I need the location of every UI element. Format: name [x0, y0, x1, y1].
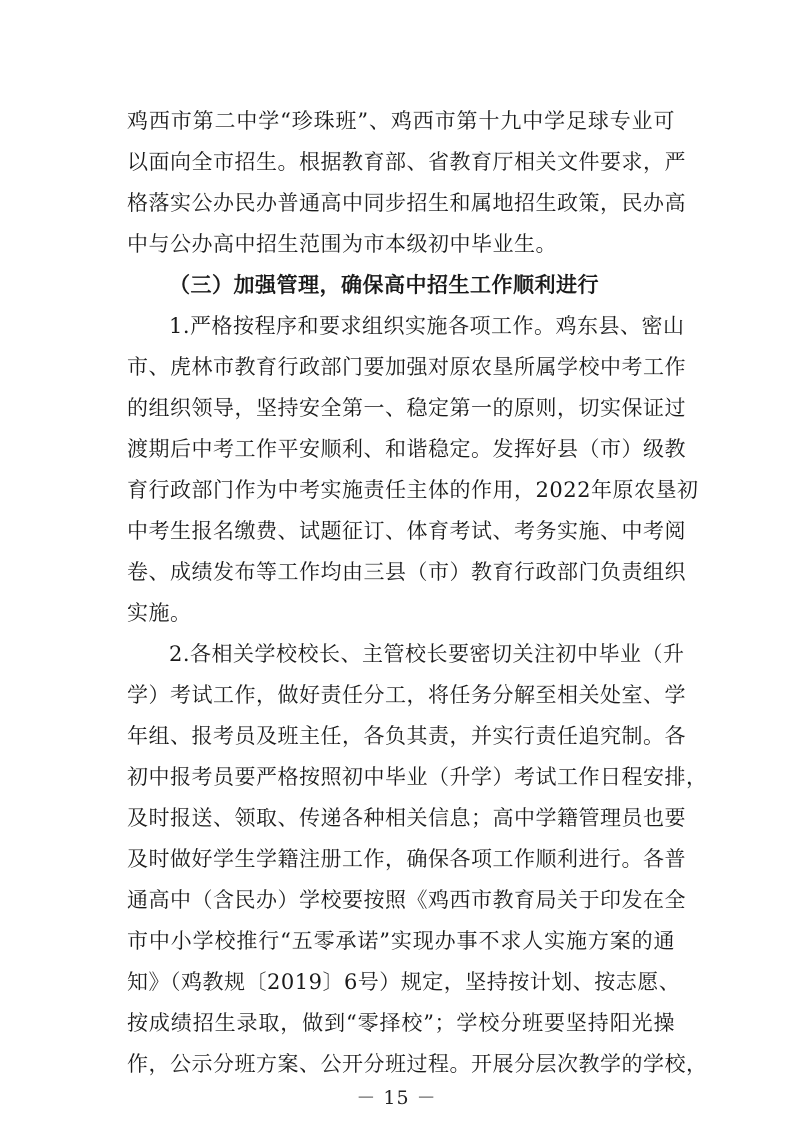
body-text-line: 按成绩招生录取，做到“零择校”；学校分班要坚持阳光操 — [127, 1011, 675, 1035]
body-text-line: 及时报送、领取、传递各种相关信息；高中学籍管理员也要 — [127, 806, 686, 830]
body-text-line: 市中小学校推行“五零承诺”实现办事不求人实施方案的通 — [127, 929, 675, 953]
body-text-line: 以面向全市招生。根据教育部、省教育厅相关文件要求，严 — [127, 150, 686, 174]
body-text-line: 年组、报考员及班主任，各负其责，并实行责任追究制。各 — [127, 724, 686, 748]
section-heading: （三）加强管理，确保高中招生工作顺利进行 — [169, 272, 599, 297]
body-text-line: 作，公示分班方案、公开分班过程。开展分层次教学的学校， — [127, 1052, 708, 1076]
body-text-line: 实施。 — [127, 601, 192, 625]
body-text-line: 中考生报名缴费、试题征订、体育考试、考务实施、中考阅 — [127, 519, 686, 543]
body-text-line: 的组织领导，坚持安全第一、稳定第一的原则，切实保证过 — [127, 396, 686, 420]
body-text-line: 市、虎林市教育行政部门要加强对原农垦所属学校中考工作 — [127, 355, 686, 379]
body-text-line: 格落实公办民办普通高中同步招生和属地招生政策，民办高 — [127, 191, 686, 215]
body-text-line: 及时做好学生学籍注册工作，确保各项工作顺利进行。各普 — [127, 847, 686, 871]
body-text-line: 初中报考员要严格按照初中毕业（升学）考试工作日程安排， — [127, 765, 708, 789]
body-text-line: 育行政部门作为中考实施责任主体的作用，2022年原农垦初 — [127, 478, 699, 502]
paragraph-start-line: 2.各相关学校校长、主管校长要密切关注初中毕业（升 — [169, 642, 685, 666]
body-text-line: 渡期后中考工作平安顺利、和谐稳定。发挥好县（市）级教 — [127, 437, 686, 461]
body-text-line: 鸡西市第二中学“珍珠班”、鸡西市第十九中学足球专业可 — [127, 109, 675, 133]
body-text-line: 卷、成绩发布等工作均由三县（市）教育行政部门负责组织 — [127, 560, 686, 584]
body-text-line: 知》（鸡教规〔2019〕6号）规定，坚持按计划、按志愿、 — [127, 970, 681, 994]
body-text-line: 通高中（含民办）学校要按照《鸡西市教育局关于印发在全 — [127, 888, 686, 912]
body-text-line: 学）考试工作，做好责任分工，将任务分解至相关处室、学 — [127, 683, 686, 707]
paragraph-start-line: 1.严格按程序和要求组织实施各项工作。鸡东县、密山 — [169, 314, 685, 338]
page-number: － 15 － — [356, 1087, 437, 1109]
body-text-line: 中与公办高中招生范围为市本级初中毕业生。 — [127, 232, 557, 256]
